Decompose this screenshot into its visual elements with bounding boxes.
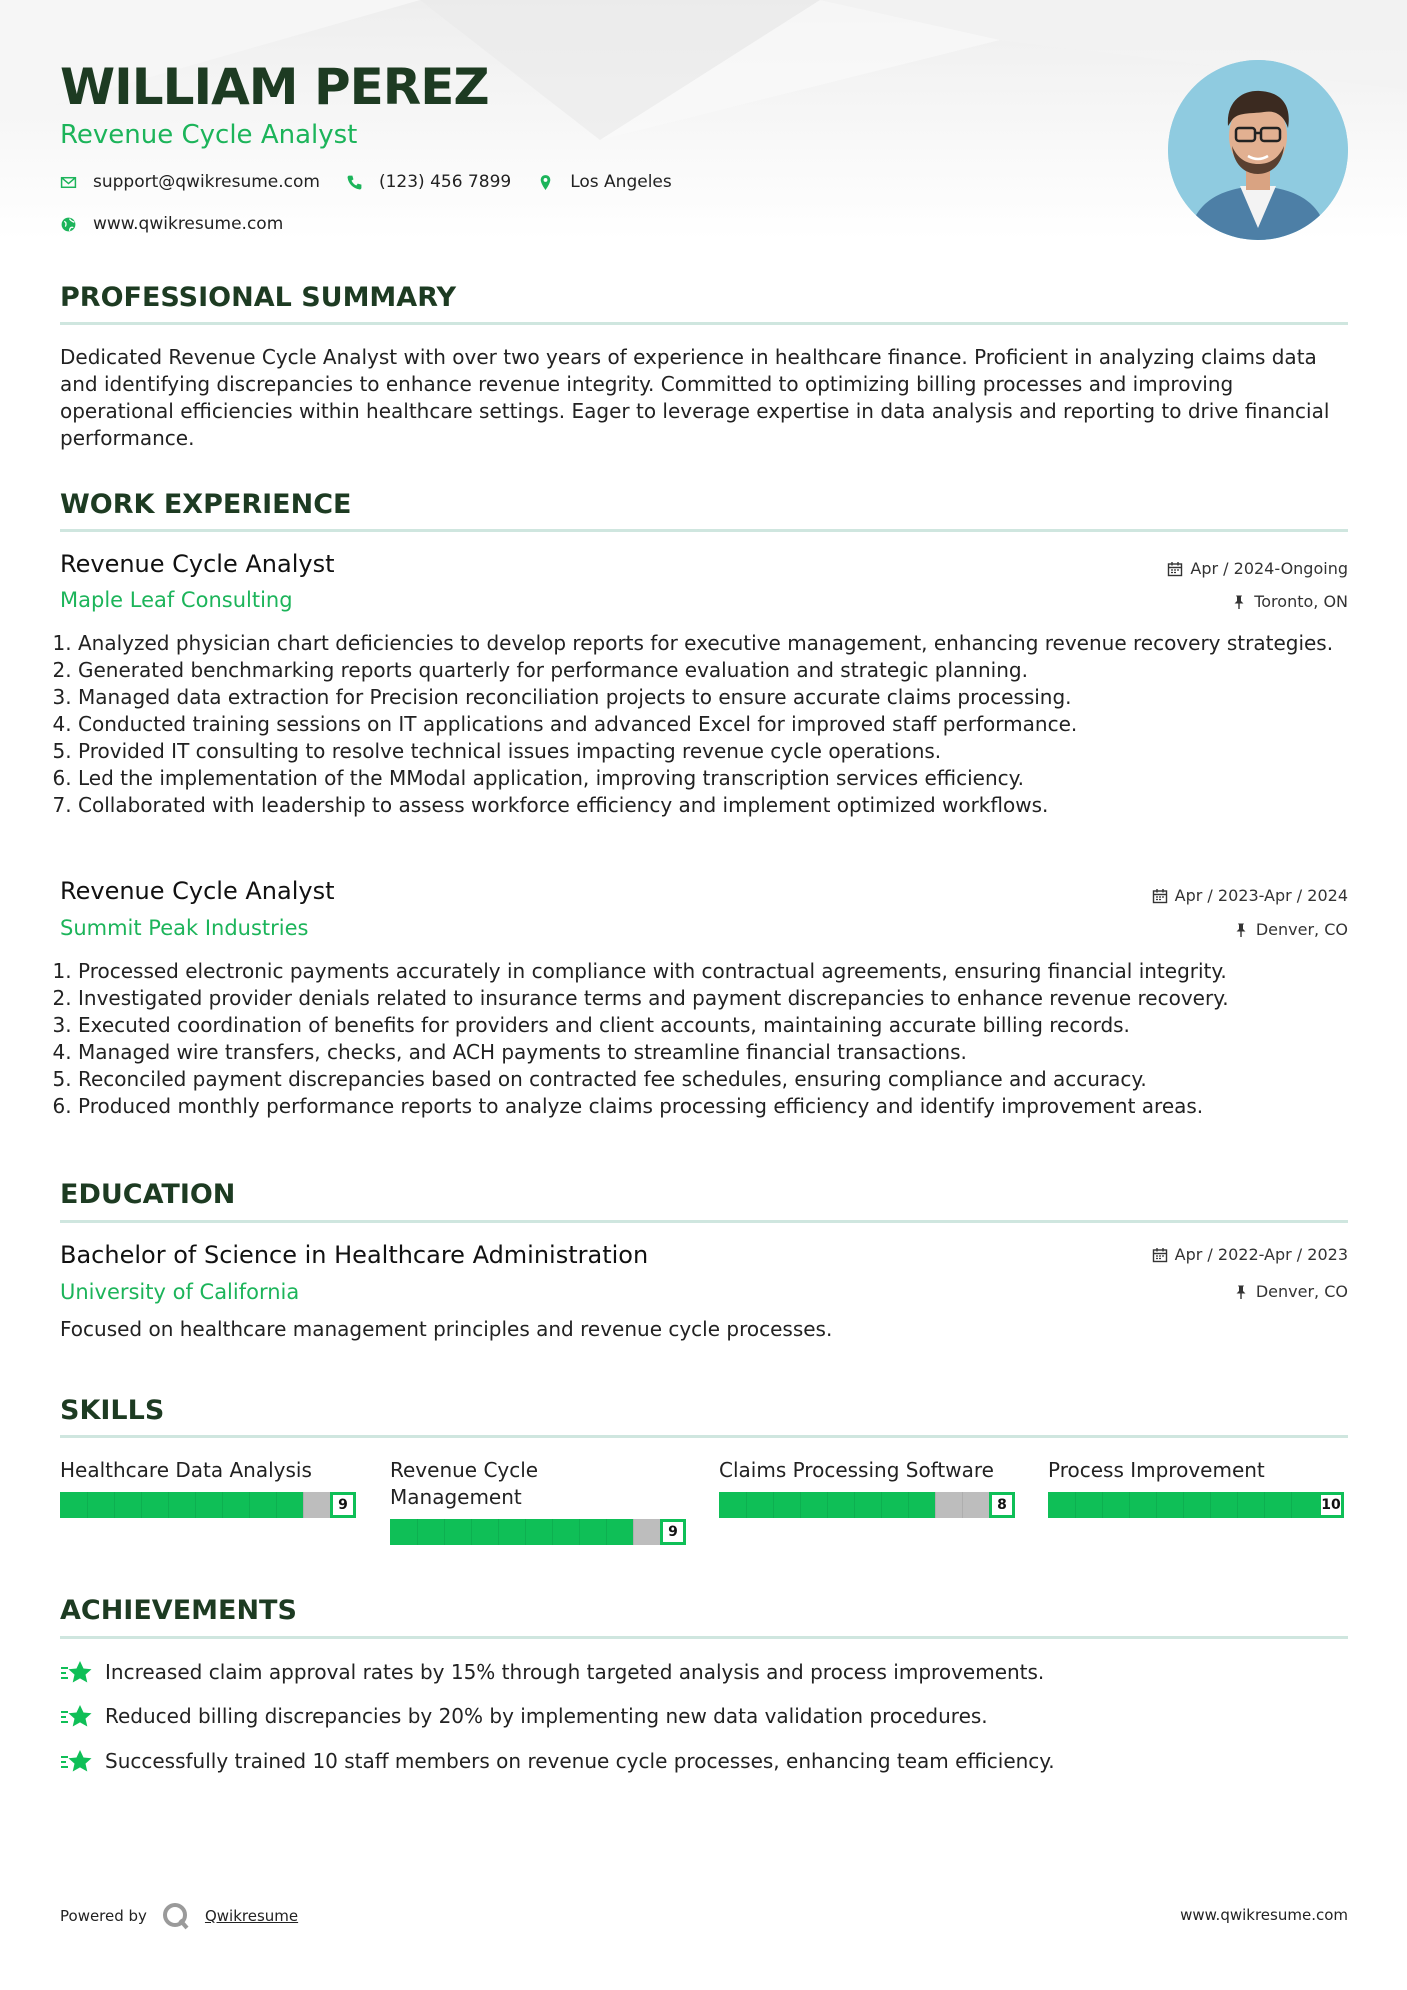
list-item: 2. Investigated provider denials related to insurance terms and payment discrepancies to enhance revenue recovery. — [78, 985, 1366, 1012]
job-1-bullets — [60, 630, 1366, 819]
skill-bar-segment — [498, 1519, 499, 1545]
skill-bar-segment — [579, 1519, 580, 1545]
website-contact[interactable] — [60, 214, 283, 234]
achievement-item — [60, 1748, 1055, 1774]
skill-bar-segment — [746, 1492, 747, 1518]
skill-bar-segment — [249, 1492, 250, 1518]
contact-row-1 — [60, 172, 698, 192]
job-1-location — [1231, 592, 1348, 611]
achievement-text: Reduced billing discrepancies by 20% by implementing new data validation procedures. — [105, 1704, 988, 1728]
job-2-location — [1233, 920, 1348, 939]
pushpin-icon — [1233, 922, 1249, 938]
skill-bar-segment — [471, 1519, 472, 1545]
skill-bar-segment — [141, 1492, 142, 1518]
skill-score: 10 — [1318, 1492, 1344, 1518]
education-dates-text: Apr / 2022-Apr / 2023 — [1174, 1245, 1348, 1264]
calendar-icon — [1152, 1247, 1168, 1263]
skill-bar-fill — [60, 1492, 303, 1518]
summary-text: Dedicated Revenue Cycle Analyst with over two years of experience in healthcare finance. Proficient in analyzing claims data and identifying discrepancies to enhance revenue integrity. Committed to optimizing billing processes and improving operational efficiencies within healthcare settings. Eager to leverage expertise in data analysis and reporting to drive financial performance. — [60, 345, 1330, 450]
calendar-icon — [1152, 888, 1168, 904]
job-1-dates-text: Apr / 2024-Ongoing — [1190, 559, 1348, 578]
list-item: 4. Managed wire transfers, checks, and ACH payments to streamline financial transactions. — [78, 1039, 1366, 1066]
footer-url[interactable]: www.qwikresume.com — [1180, 1906, 1348, 1924]
profile-photo — [1168, 60, 1348, 240]
achievement-text: Increased claim approval rates by 15% through targeted analysis and process improvements. — [105, 1660, 1045, 1684]
education-degree: Bachelor of Science in Healthcare Administration — [60, 1241, 649, 1269]
skill-bar-segment — [1183, 1492, 1184, 1518]
skill-item — [719, 1457, 1019, 1518]
job-2-bullets — [60, 958, 1366, 1120]
calendar-icon — [1167, 561, 1183, 577]
job-2-location-text: Denver, CO — [1255, 920, 1348, 939]
job-2-dates — [1152, 886, 1348, 905]
skill-bar-segment — [1210, 1492, 1211, 1518]
achievement-text: Successfully trained 10 staff members on revenue cycle processes, enhancing team efficiency. — [105, 1749, 1055, 1773]
summary-divider — [60, 322, 1348, 325]
location-contact — [537, 172, 672, 192]
skill-bar-segment — [1075, 1492, 1076, 1518]
job-1-title: Revenue Cycle Analyst — [60, 550, 335, 578]
skill-bar-segment — [908, 1492, 909, 1518]
candidate-title: Revenue Cycle Analyst — [60, 120, 358, 150]
education-location — [1233, 1282, 1348, 1301]
skill-bar-segment — [1129, 1492, 1130, 1518]
pushpin-icon — [1233, 1284, 1249, 1300]
skill-bar-segment — [935, 1492, 936, 1518]
skills-divider — [60, 1435, 1348, 1438]
education-dates — [1152, 1245, 1348, 1264]
skills-heading: SKILLS — [60, 1395, 165, 1426]
achievement-item — [60, 1703, 988, 1729]
skill-bar-segment — [854, 1492, 855, 1518]
skill-item — [1048, 1457, 1348, 1518]
list-item: 6. Led the implementation of the MModal application, improving transcription services efficiency. — [78, 765, 1366, 792]
skill-score: 9 — [660, 1519, 686, 1545]
skill-bar-segment — [417, 1519, 418, 1545]
list-item: 1. Analyzed physician chart deficiencies to develop reports for executive management, enhancing revenue recovery strategies. — [78, 630, 1366, 657]
skill-name: Revenue Cycle Management — [390, 1458, 539, 1509]
education-description: Focused on healthcare management principles and revenue cycle processes. — [60, 1317, 833, 1341]
skill-name: Claims Processing Software — [719, 1458, 994, 1482]
location-text: Los Angeles — [570, 172, 672, 192]
education-school: University of California — [60, 1280, 300, 1304]
skill-bar-segment — [87, 1492, 88, 1518]
list-item: 2. Generated benchmarking reports quarterly for performance evaluation and strategic planning. — [78, 657, 1366, 684]
skill-bar-segment — [444, 1519, 445, 1545]
skill-bar-segment — [276, 1492, 277, 1518]
job-1-company: Maple Leaf Consulting — [60, 588, 293, 612]
phone-text: (123) 456 7899 — [378, 172, 512, 192]
skill-name: Healthcare Data Analysis — [60, 1458, 312, 1482]
skill-bar-segment — [168, 1492, 169, 1518]
skill-bar-segment — [1264, 1492, 1265, 1518]
contact-row-2 — [60, 214, 309, 234]
skill-bar-segment — [827, 1492, 828, 1518]
skill-bar-segment — [962, 1492, 963, 1518]
skill-bar-segment — [114, 1492, 115, 1518]
skill-bar — [390, 1519, 678, 1545]
list-item: 6. Produced monthly performance reports to analyze claims processing efficiency and identify improvement areas. — [78, 1093, 1366, 1120]
skill-item — [60, 1457, 360, 1518]
footer-powered-by — [60, 1901, 298, 1931]
powered-by-label: Powered by — [60, 1907, 147, 1925]
job-1-dates — [1167, 559, 1348, 578]
phone-contact[interactable] — [346, 172, 511, 192]
star-badge-icon — [60, 1748, 94, 1774]
list-item: 5. Provided IT consulting to resolve technical issues impacting revenue cycle operations. — [78, 738, 1366, 765]
skill-bar-segment — [552, 1519, 553, 1545]
skill-bar-segment — [1156, 1492, 1157, 1518]
skill-item — [390, 1457, 678, 1545]
skill-bar-segment — [222, 1492, 223, 1518]
skill-bar — [60, 1492, 360, 1518]
skill-bar-segment — [633, 1519, 634, 1545]
education-heading: EDUCATION — [60, 1179, 236, 1210]
skill-score: 9 — [330, 1492, 356, 1518]
job-2-dates-text: Apr / 2023-Apr / 2024 — [1174, 886, 1348, 905]
portrait-illustration — [1168, 60, 1348, 240]
list-item: 1. Processed electronic payments accurately in compliance with contractual agreements, ensuring financial integrity. — [78, 958, 1366, 985]
qwikresume-logo-icon — [161, 1901, 191, 1931]
email-text: support@qwikresume.com — [93, 172, 320, 192]
skill-bar-fill — [390, 1519, 633, 1545]
experience-heading: WORK EXPERIENCE — [60, 489, 352, 520]
phone-icon — [346, 174, 363, 191]
skill-bar-segment — [1102, 1492, 1103, 1518]
list-item: 3. Managed data extraction for Precision reconciliation projects to ensure accurate claims processing. — [78, 684, 1366, 711]
job-2-company: Summit Peak Industries — [60, 916, 309, 940]
skill-bar-segment — [1237, 1492, 1238, 1518]
achievement-item — [60, 1659, 1044, 1685]
list-item: 7. Collaborated with leadership to assess workforce efficiency and implement optimized workflows. — [78, 792, 1366, 819]
list-item: 5. Reconciled payment discrepancies based on contracted fee schedules, ensuring compliance and accuracy. — [78, 1066, 1366, 1093]
candidate-name: WILLIAM PEREZ — [60, 58, 489, 116]
skill-bar-segment — [195, 1492, 196, 1518]
skill-bar-segment — [303, 1492, 304, 1518]
skill-bar — [719, 1492, 1019, 1518]
education-divider — [60, 1220, 1348, 1223]
education-location-text: Denver, CO — [1255, 1282, 1348, 1301]
skill-name: Process Improvement — [1048, 1458, 1265, 1482]
job-1-location-text: Toronto, ON — [1254, 592, 1348, 611]
website-text: www.qwikresume.com — [93, 214, 284, 234]
summary-heading: PROFESSIONAL SUMMARY — [60, 282, 457, 313]
skill-bar-segment — [800, 1492, 801, 1518]
experience-divider — [60, 529, 1348, 532]
list-item: 4. Conducted training sessions on IT applications and advanced Excel for improved staff performance. — [78, 711, 1366, 738]
list-item: 3. Executed coordination of benefits for providers and client accounts, maintaining accurate billing records. — [78, 1012, 1366, 1039]
job-2-title: Revenue Cycle Analyst — [60, 877, 335, 905]
skill-bar-segment — [525, 1519, 526, 1545]
email-contact[interactable] — [60, 172, 320, 192]
skill-score: 8 — [989, 1492, 1015, 1518]
star-badge-icon — [60, 1659, 94, 1685]
skill-bar-segment — [881, 1492, 882, 1518]
star-badge-icon — [60, 1703, 94, 1729]
pushpin-icon — [1231, 594, 1247, 610]
qwikresume-link[interactable]: Qwikresume — [204, 1907, 299, 1925]
skill-bar — [1048, 1492, 1348, 1518]
achievements-heading: ACHIEVEMENTS — [60, 1595, 297, 1626]
achievements-divider — [60, 1636, 1348, 1639]
skill-bar-segment — [1291, 1492, 1292, 1518]
skill-bar-segment — [606, 1519, 607, 1545]
envelope-icon — [60, 174, 77, 191]
globe-icon — [60, 216, 77, 233]
skill-bar-segment — [773, 1492, 774, 1518]
map-pin-icon — [537, 174, 554, 191]
